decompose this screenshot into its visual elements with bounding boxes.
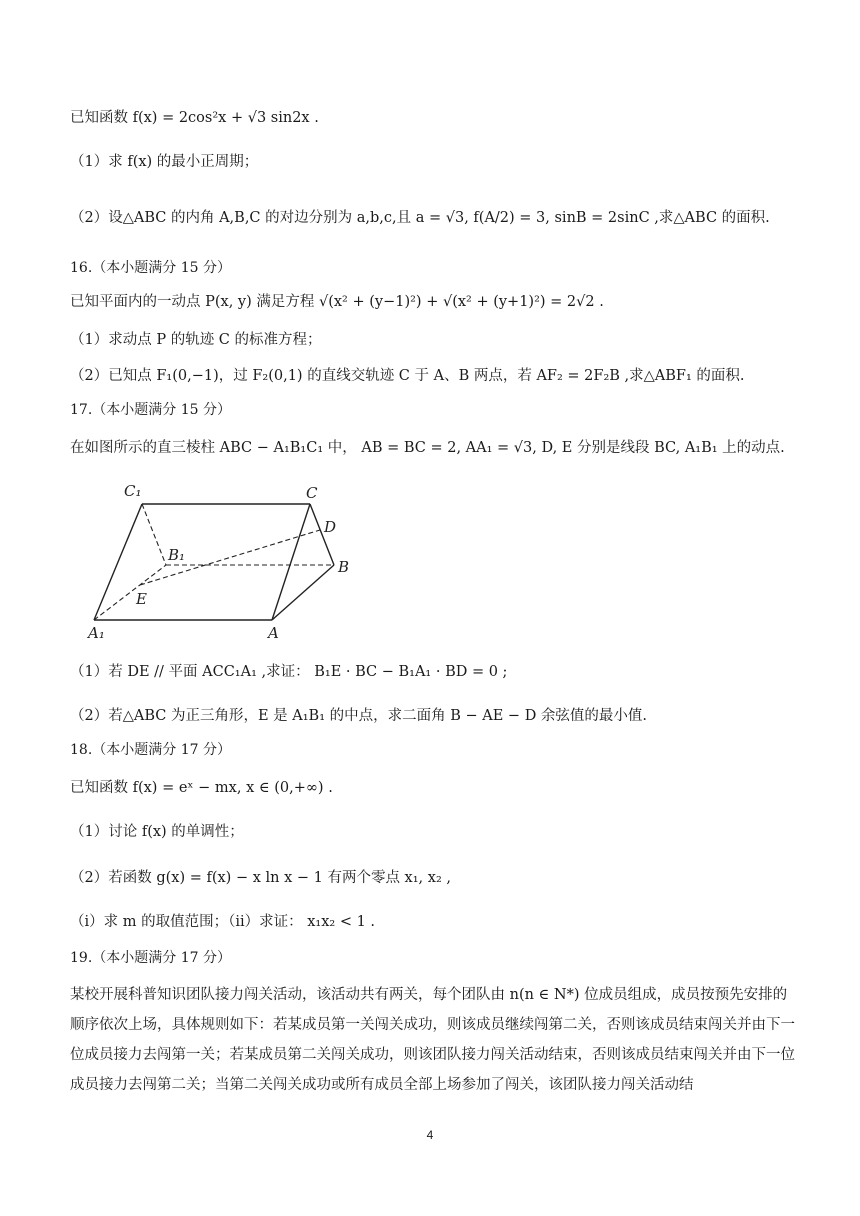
- label-c1: C₁: [124, 482, 142, 500]
- q15-part-1: （1）求 f(x) 的最小正周期；: [70, 154, 259, 170]
- q16-heading: 16.（本小题满分 15 分）: [70, 260, 231, 276]
- q16-part-2: （2）已知点 F₁(0,−1)，过 F₂(0,1) 的直线交轨迹 C 于 A、B 两点，若 AF₂ = 2F₂B ,求△ABF₁ 的面积.: [70, 368, 745, 384]
- q18-part-2: （2）若函数 g(x) = f(x) − x ln x − 1 有两个零点 x₁, x₂ ,: [70, 870, 451, 886]
- label-b1: B₁: [168, 546, 186, 564]
- q16-part-1: （1）求动点 P 的轨迹 C 的标准方程；: [70, 332, 322, 348]
- label-c: C: [306, 484, 318, 502]
- q15-part-2: （2）设△ABC 的内角 A,B,C 的对边分别为 a,b,c,且 a = √3, f(A/2) = 3, sinB = 2sinC ,求△ABC 的面积.: [70, 210, 770, 226]
- q18-part-1: （1）讨论 f(x) 的单调性；: [70, 824, 244, 840]
- q18-heading: 18.（本小题满分 17 分）: [70, 742, 231, 758]
- label-e: E: [136, 590, 147, 608]
- label-d: D: [324, 518, 337, 536]
- q15-intro: 已知函数 f(x) = 2cos²x + √3 sin2x .: [70, 110, 319, 126]
- edge-c1-b1: [142, 504, 166, 565]
- q18-part-2-sub: （i）求 m 的取值范围；（ii）求证： x₁x₂ < 1 .: [70, 914, 376, 930]
- prism-figure: [80, 478, 370, 648]
- q16-intro: 已知平面内的一动点 P(x, y) 满足方程 √(x² + (y−1)²) + √(x² + (y+1)²) = 2√2 .: [70, 294, 604, 310]
- q19-intro: 某校开展科普知识团队接力闯关活动，该活动共有两关，每个团队由 n(n ∈ N*) 位成员组成，成员按预先安排的顺序依次上场，具体规则如下：若某成员第一关闯关成功，则该成员继续闯第二关，否则该成员结束闯关并由下一位成员接力去闯第一关；若某成员第二关闯关成功，则该团队接力闯关活动结束，否则该成员结束闯关并由下一位成员接力去闯第二关；当第二关闯关成功或所有成员全部上场参加了闯关，该团队接力闯关活动结: [70, 987, 795, 1093]
- page-number: 4: [426, 1128, 434, 1142]
- q18-intro: 已知函数 f(x) = eˣ − mx, x ∈ (0,+∞) .: [70, 780, 333, 796]
- q17-heading: 17.（本小题满分 15 分）: [70, 402, 231, 418]
- label-b: B: [338, 558, 350, 576]
- label-a: A: [268, 624, 279, 642]
- q17-part-1: （1）若 DE // 平面 ACC₁A₁ ,求证： B₁E · BC − B₁A₁ · BD = 0 ;: [70, 664, 508, 680]
- edge-c1-a1: [94, 504, 142, 620]
- q19-heading: 19.（本小题满分 17 分）: [70, 950, 231, 966]
- q17-part-2: （2）若△ABC 为正三角形，E 是 A₁B₁ 的中点，求二面角 B − AE − D 余弦值的最小值.: [70, 708, 648, 724]
- label-a1: A₁: [88, 624, 105, 642]
- q17-intro: 在如图所示的直三棱柱 ABC − A₁B₁C₁ 中， AB = BC = 2, AA₁ = √3, D, E 分别是线段 BC, A₁B₁ 上的动点.: [70, 440, 785, 456]
